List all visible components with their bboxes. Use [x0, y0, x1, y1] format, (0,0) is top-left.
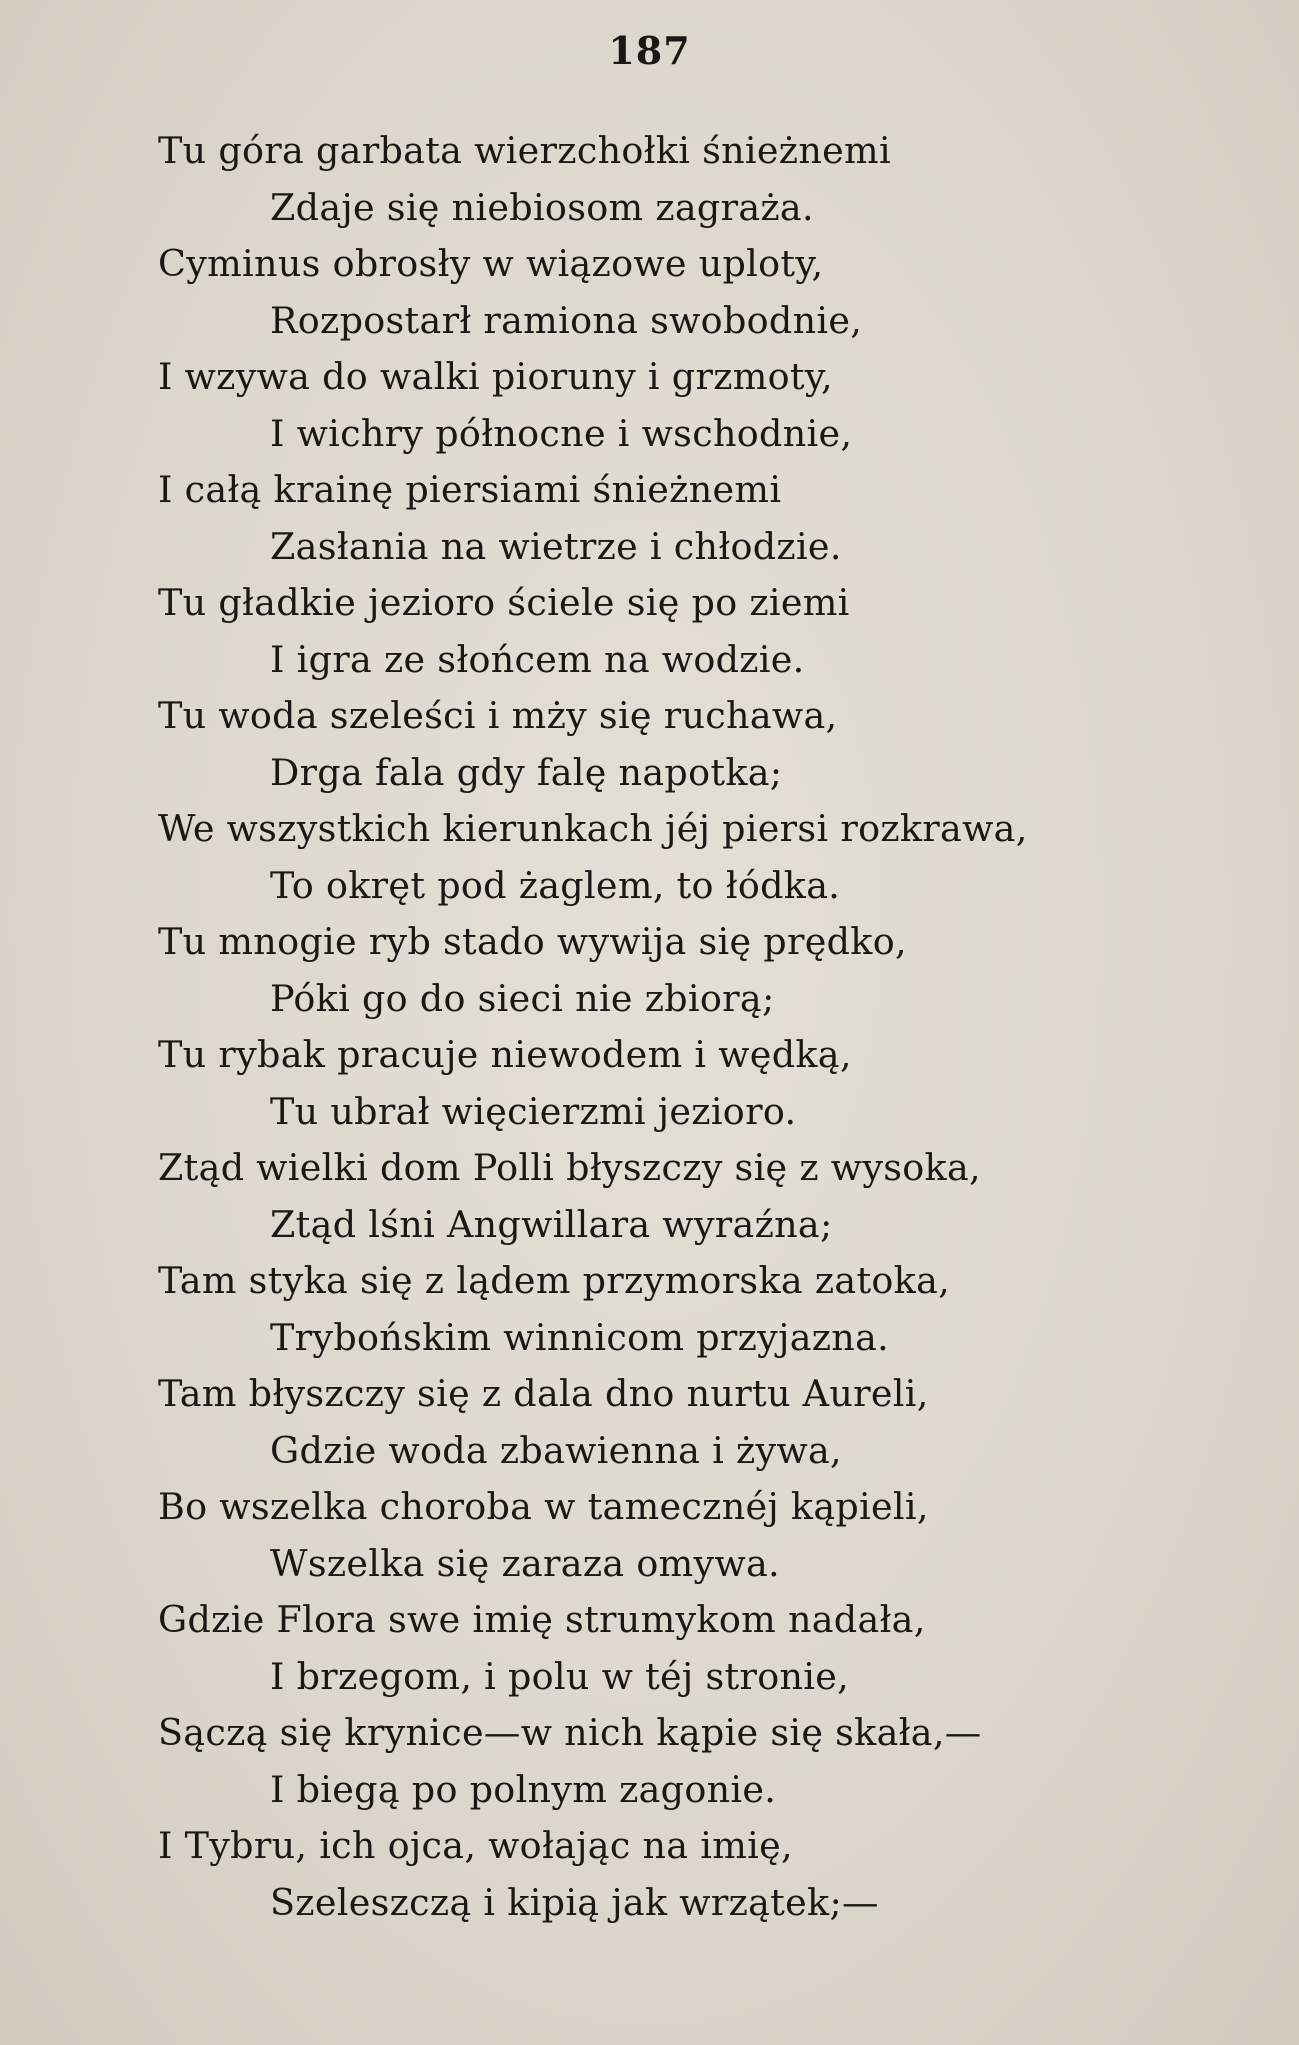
poem-line: Tu rybak pracuje niewodem i wędką, [158, 1033, 852, 1076]
poem-line: I wzywa do walki pioruny i grzmoty, [158, 355, 833, 398]
poem-line: Bo wszelka choroba w tamecznéj kąpieli, [158, 1485, 929, 1528]
poem-line: Szeleszczą i kipią jak wrzątek;— [270, 1880, 879, 1924]
poem-line: I biegą po polnym zagonie. [270, 1767, 777, 1811]
poem-line: I wichry północne i wschodnie, [270, 411, 853, 455]
poem [158, 123, 1028, 1931]
poem-line: Ztąd lśni Angwillara wyraźna; [270, 1202, 833, 1246]
poem-line: Trybońskim winnicom przyjazna. [270, 1315, 890, 1359]
poem-line: Tu góra garbata wierzchołki śnieżnemi [158, 129, 891, 172]
poem-line: I Tybru, ich ojca, wołając na imię, [158, 1824, 793, 1867]
poem-line: I brzegom, i polu w téj stronie, [270, 1654, 850, 1698]
poem-line: Tu mnogie ryb stado wywija się prędko, [158, 920, 907, 963]
poem-line: Rozpostarł ramiona swobodnie, [270, 298, 863, 342]
poem-line: Tam styka się z lądem przymorska zatoka, [158, 1259, 951, 1302]
poem-line: Tam błyszczy się z dala dno nurtu Aureli, [158, 1372, 929, 1415]
poem-line: Gdzie woda zbawienna i żywa, [270, 1428, 842, 1472]
poem-line: Drga fala gdy falę napotka; [270, 750, 783, 794]
poem-line: Wszelka się zaraza omywa. [270, 1541, 780, 1585]
poem-line: Cyminus obrosły w wiązowe uploty, [158, 242, 824, 285]
poem-line: To okręt pod żaglem, to łódka. [270, 863, 841, 907]
poem-line: Zasłania na wietrze i chłodzie. [270, 524, 842, 568]
poem-line: Tu woda szeleści i mży się ruchawa, [158, 694, 838, 737]
poem-line: Sączą się krynice—w nich kąpie się skała,— [158, 1711, 982, 1754]
poem-line: Tu gładkie jezioro ściele się po ziemi [158, 581, 850, 624]
poem-line: We wszystkich kierunkach jéj piersi rozkrawa, [158, 807, 1028, 850]
poem-line: Gdzie Flora swe imię strumykom nadała, [158, 1598, 926, 1641]
poem-line: I igra ze słońcem na wodzie. [270, 637, 805, 681]
poem-line: Ztąd wielki dom Polli błyszczy się z wysoka, [158, 1146, 981, 1189]
poem-line: I całą krainę piersiami śnieżnemi [158, 468, 782, 511]
poem-line: Póki go do sieci nie zbiorą; [270, 976, 775, 1020]
page-number: 187 [608, 28, 691, 73]
poem-line: Tu ubrał więcierzmi jezioro. [270, 1089, 797, 1133]
poem-line: Zdaje się niebiosom zagraża. [270, 185, 814, 229]
